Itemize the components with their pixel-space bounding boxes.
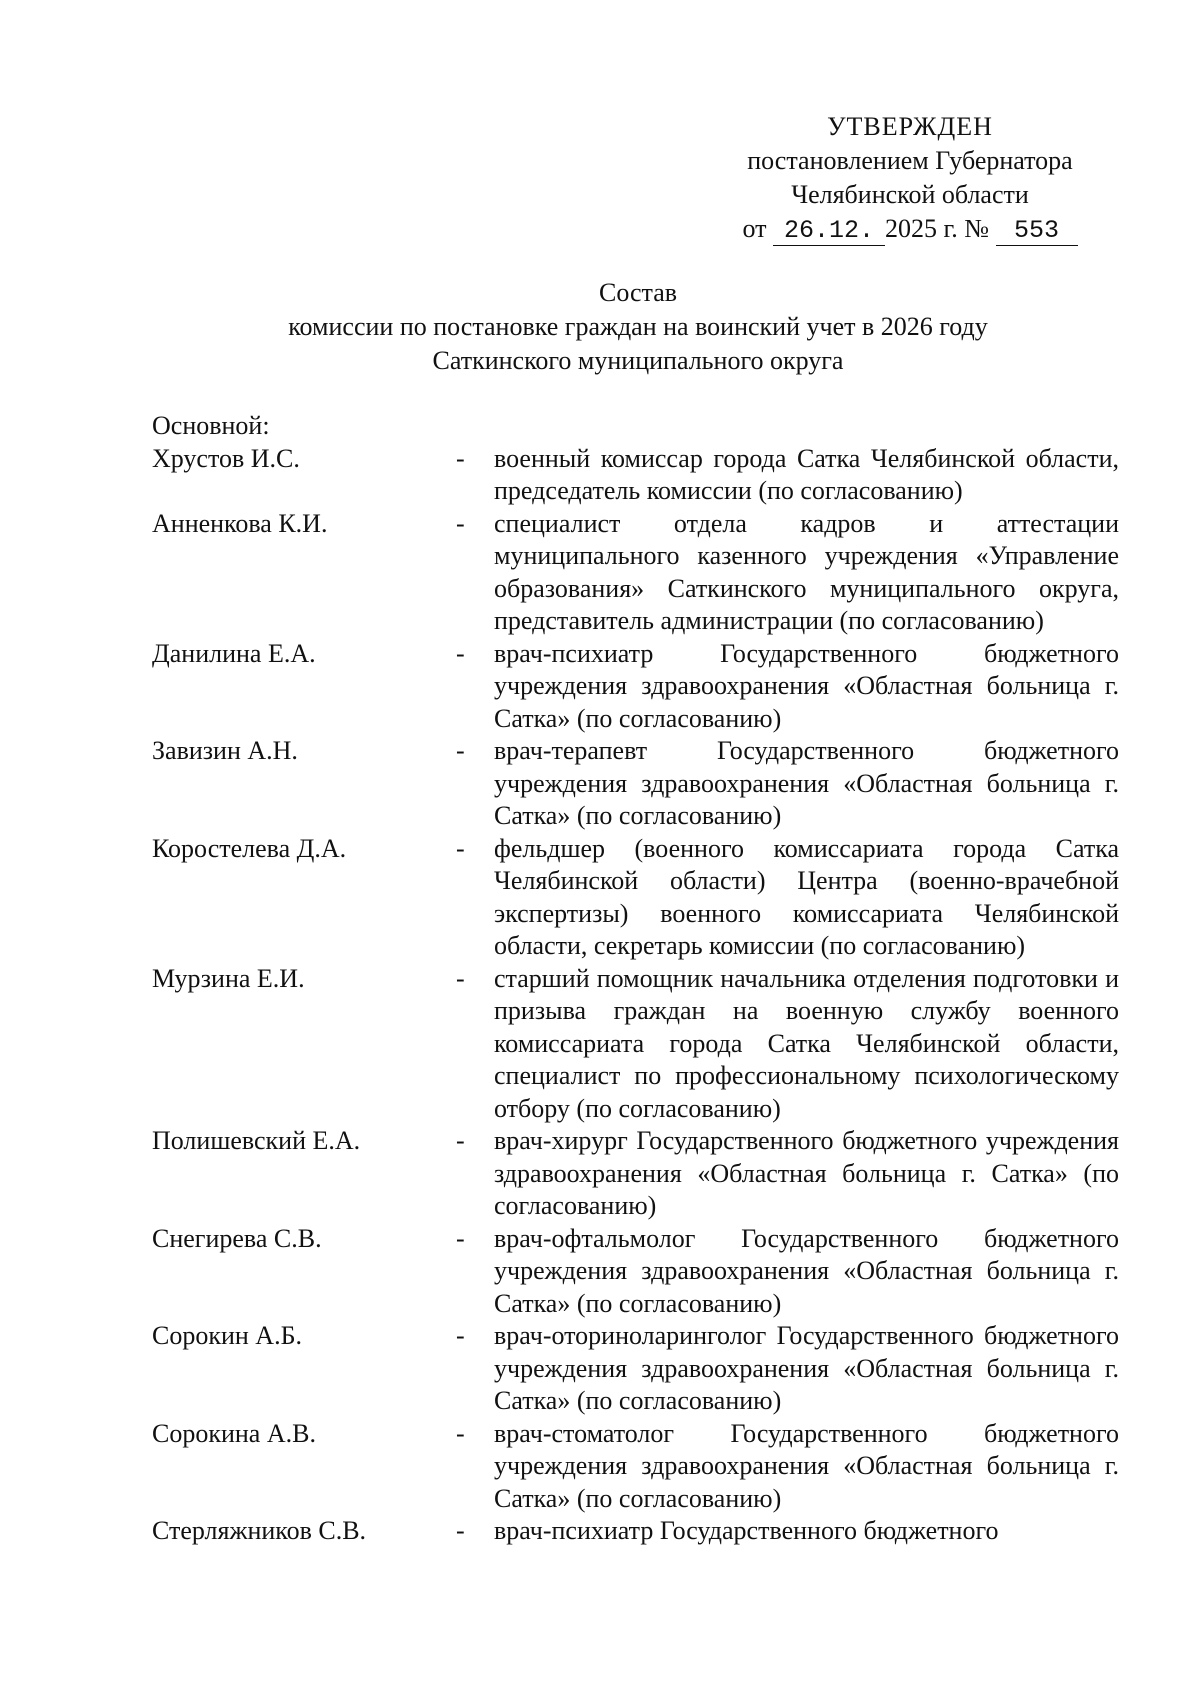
member-dash: - xyxy=(456,1223,465,1253)
member-role: врач-офтальмолог Государственного бюджетного учреждения здравоохранения «Областная больница г. Сатка» (по согласованию) xyxy=(494,1223,1119,1318)
decree-number: 553 xyxy=(996,217,1078,246)
members-rows xyxy=(152,443,1132,1548)
member-row xyxy=(152,1418,1132,1516)
approved-heading: УТВЕРЖДЕН xyxy=(827,112,993,141)
section-label: Основной: xyxy=(152,411,270,440)
title-line-1: Состав xyxy=(598,278,678,307)
member-dash: - xyxy=(456,736,465,765)
member-role: врач-психиатр Государственного бюджетного учреждения здравоохранения «Областная больница г. Сатка» (по согласованию) xyxy=(494,638,1119,733)
member-name: Сорокин А.Б. xyxy=(152,1321,303,1350)
approval-stamp-block xyxy=(700,110,1120,246)
commission-members-list xyxy=(152,410,1132,1548)
member-dash: - xyxy=(456,508,465,538)
member-dash: - xyxy=(456,443,465,473)
decree-date: 26.12. xyxy=(773,217,885,246)
decree-year-text: 2025 г. № xyxy=(884,214,990,243)
member-name: Снегирева С.В. xyxy=(152,1223,322,1253)
member-name: Анненкова К.И. xyxy=(152,508,328,538)
member-role: фельдшер (военного комиссариата города Сатка Челябинской области) Центра (военно-врачебной экспертизы) военного комиссариата Челябинской области, секретарь комиссии (по согласованию) xyxy=(494,833,1119,960)
member-role: врач-терапевт Государственного бюджетного учреждения здравоохранения «Областная больница г. Сатка» (по согласованию) xyxy=(494,736,1119,830)
member-name: Коростелева Д.А. xyxy=(152,833,347,863)
member-row xyxy=(152,1125,1132,1223)
member-row xyxy=(152,963,1132,1126)
member-name: Полишевский Е.А. xyxy=(152,1126,361,1155)
member-dash: - xyxy=(456,638,465,668)
member-dash: - xyxy=(456,1126,465,1155)
member-row xyxy=(152,833,1132,963)
from-prefix: от xyxy=(742,214,767,243)
member-name: Мурзина Е.И. xyxy=(152,963,305,993)
member-role: специалист отдела кадров и аттестации муниципального казенного учреждения «Управление образования» Саткинского муниципального округа, представитель администрации (по согласованию) xyxy=(494,508,1119,635)
member-row xyxy=(152,638,1132,736)
member-dash: - xyxy=(456,833,465,863)
approval-line-1: постановлением Губернатора xyxy=(747,146,1073,175)
member-row xyxy=(152,735,1132,833)
member-row xyxy=(152,1515,1132,1548)
member-role: врач-хирург Государственного бюджетного учреждения здравоохранения «Областная больница г. Сатка» (по согласованию) xyxy=(494,1126,1119,1220)
member-name: Хрустов И.С. xyxy=(152,443,300,473)
member-role: старший помощник начальника отделения подготовки и призыва граждан на военную службу военного комиссариата города Сатка Челябинской области, специалист по профессиональному психологическому отбору (по согласованию) xyxy=(494,963,1119,1123)
member-row xyxy=(152,443,1132,508)
member-role: врач-стоматолог Государственного бюджетного учреждения здравоохранения «Областная больница г. Сатка» (по согласованию) xyxy=(494,1418,1119,1513)
member-role: военный комиссар города Сатка Челябинской области, председатель комиссии (по согласованию) xyxy=(494,443,1119,505)
member-role: врач-психиатр Государственного бюджетного xyxy=(494,1516,999,1545)
member-dash: - xyxy=(456,1418,465,1448)
member-row xyxy=(152,1223,1132,1321)
title-line-2: комиссии по постановке граждан на воинский учет в 2026 году xyxy=(288,312,988,341)
member-row xyxy=(152,508,1132,638)
approval-line-2: Челябинской области xyxy=(791,180,1029,209)
member-name: Завизин А.Н. xyxy=(152,736,298,765)
member-name: Данилина Е.А. xyxy=(152,638,316,668)
document-title xyxy=(150,276,1126,378)
title-line-3: Саткинского муниципального округа xyxy=(432,346,844,375)
member-dash: - xyxy=(456,1321,465,1350)
member-role: врач-оториноларинголог Государственного бюджетного учреждения здравоохранения «Областная больница г. Сатка» (по согласованию) xyxy=(494,1321,1119,1415)
member-dash: - xyxy=(456,963,465,993)
approval-date-line xyxy=(700,212,1120,246)
member-name: Стерляжников С.В. xyxy=(152,1516,367,1545)
member-name: Сорокина А.В. xyxy=(152,1418,316,1448)
member-dash: - xyxy=(456,1516,465,1545)
member-row xyxy=(152,1320,1132,1418)
